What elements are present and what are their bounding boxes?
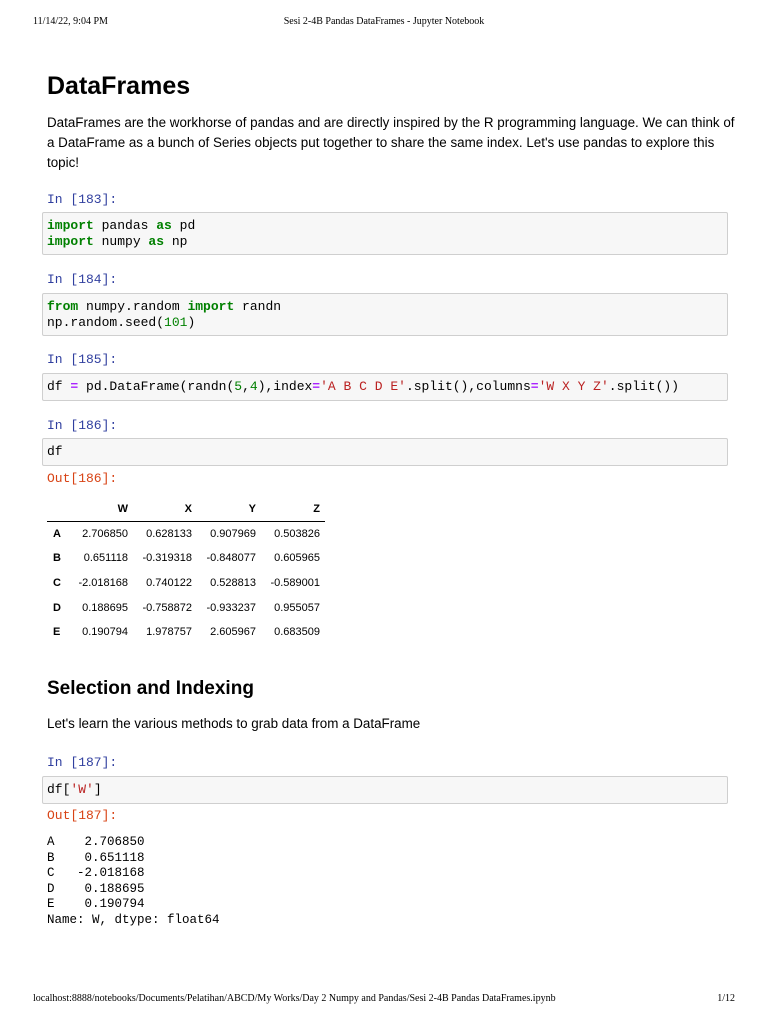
code-text: ] (93, 782, 102, 797)
code-text: randn (234, 299, 282, 314)
keyword: as (148, 234, 165, 249)
table-cell: 0.907969 (210, 528, 256, 541)
series-line: C -2.018168 (47, 866, 145, 880)
operator: = (312, 379, 321, 394)
input-prompt-186: In [186]: (47, 418, 118, 433)
number-literal: 5 (234, 379, 243, 394)
table-cell: 0.628133 (146, 528, 192, 541)
print-header (0, 16, 768, 30)
print-footer (0, 993, 768, 1007)
column-header: Y (197, 497, 261, 522)
code-text: df[ (47, 782, 71, 797)
index-header (47, 497, 69, 522)
row-index: B (53, 552, 61, 565)
code-text: np.random.seed( (47, 315, 165, 330)
print-date: 11/14/22, 9:04 PM (33, 16, 108, 27)
code-text: numpy (93, 234, 149, 249)
table-cell: 1.978757 (146, 626, 192, 639)
series-line: B 0.651118 (47, 850, 145, 865)
table-row (47, 595, 325, 620)
column-header: Z (261, 497, 325, 522)
code-text: pd.DataFrame(randn( (78, 379, 235, 394)
keyword: import (47, 234, 94, 249)
input-prompt-184: In [184]: (47, 272, 118, 287)
keyword: import (47, 218, 94, 233)
code-cell-186[interactable] (42, 438, 728, 466)
code-text: df (47, 444, 63, 459)
table-row (47, 546, 325, 571)
table-cell: -0.758872 (142, 601, 192, 614)
table-row (47, 620, 325, 645)
keyword: import (187, 299, 235, 314)
string-literal: 'W X Y Z' (538, 379, 609, 394)
table-cell: -2.018168 (78, 577, 128, 590)
print-title: Sesi 2-4B Pandas DataFrames - Jupyter Notebook (283, 16, 485, 27)
code-text: ) (187, 315, 196, 330)
row-index: D (53, 601, 61, 614)
input-prompt-185: In [185]: (47, 352, 118, 367)
number-literal: 4 (249, 379, 258, 394)
table-cell: 0.651118 (83, 552, 128, 565)
code-cell-183[interactable] (42, 212, 728, 255)
keyword: as (156, 218, 172, 233)
operator: = (530, 379, 539, 394)
table-row (47, 571, 325, 596)
page-number: 1/12 (717, 993, 735, 1004)
output-prompt-186: Out[186]: (47, 471, 118, 486)
code-text: .split()) (608, 379, 680, 394)
table-cell: -0.589001 (270, 577, 320, 590)
code-cell-185[interactable] (42, 373, 728, 401)
string-literal: 'W' (70, 782, 94, 797)
code-text: np (164, 234, 188, 249)
print-url: localhost:8888/notebooks/Documents/Pelatihan/ABCD/My Works/Day 2 Numpy and Pandas/Sesi 2-4B Pandas DataFrames.ipynb (33, 993, 556, 1004)
table-cell: 0.190794 (82, 626, 128, 639)
code-text: numpy.random (78, 299, 188, 314)
table-cell: 0.605965 (274, 552, 320, 565)
table-cell: -0.848077 (206, 552, 256, 565)
column-header: X (133, 497, 197, 522)
series-line: D 0.188695 (47, 881, 145, 896)
table-cell: 0.188695 (82, 601, 128, 614)
row-index: E (53, 626, 61, 639)
table-cell: 2.605967 (210, 626, 256, 639)
table-cell: -0.933237 (206, 601, 256, 614)
selection-paragraph: Let's learn the various methods to grab data from a DataFrame (47, 716, 421, 731)
table-cell: 0.503826 (274, 528, 320, 541)
dataframe-table (47, 497, 325, 645)
code-cell-184[interactable] (42, 293, 728, 336)
section-heading-selection: Selection and Indexing (47, 678, 254, 699)
row-index: C (53, 577, 61, 590)
table-row (47, 522, 325, 547)
series-line: E 0.190794 (47, 897, 145, 911)
operator: = (70, 379, 79, 394)
string-literal: 'A B C D E' (320, 379, 406, 394)
code-text: , (242, 379, 250, 394)
table-cell: 0.683509 (274, 626, 320, 639)
output-prompt-187: Out[187]: (47, 808, 118, 823)
column-header: W (69, 497, 133, 522)
code-text: .split(),columns (405, 379, 531, 394)
keyword: from (47, 299, 79, 314)
table-cell: 0.740122 (146, 577, 192, 590)
code-text: ),index (257, 379, 313, 394)
input-prompt-183: In [183]: (47, 192, 118, 207)
series-output (47, 835, 220, 928)
input-prompt-187: In [187]: (47, 755, 118, 770)
table-cell: -0.319318 (142, 552, 192, 565)
table-header-row (47, 497, 325, 522)
number-literal: 101 (164, 315, 188, 330)
code-text: pandas (93, 218, 157, 233)
series-line: Name: W, dtype: float64 (47, 912, 220, 927)
table-cell: 0.955057 (274, 601, 320, 614)
table-cell: 2.706850 (82, 528, 128, 541)
code-text: df (47, 379, 71, 394)
table-cell: 0.528813 (210, 577, 256, 590)
row-index: A (53, 528, 61, 541)
code-text: pd (171, 218, 196, 233)
intro-paragraph: DataFrames are the workhorse of pandas and are directly inspired by the R programming language. We can think of a DataFrame as a bunch of Series objects put together to share the same index. Let's use pandas to explore this topic! (47, 115, 735, 170)
code-cell-187[interactable] (42, 776, 728, 804)
section-heading-dataframes: DataFrames (47, 72, 191, 100)
series-line: A 2.706850 (47, 835, 145, 849)
